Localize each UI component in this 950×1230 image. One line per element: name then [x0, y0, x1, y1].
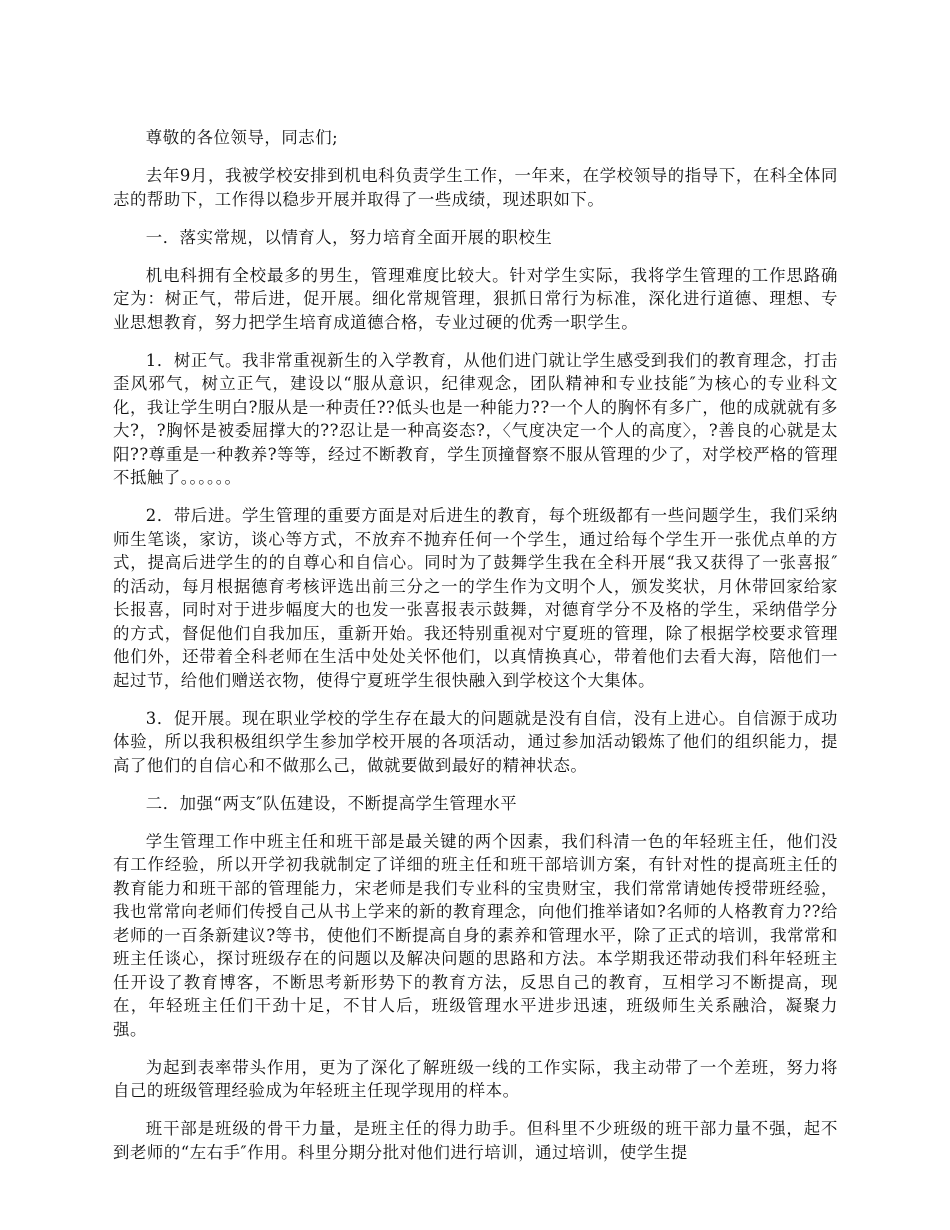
- section-1-item-3: 3．促开展。现在职业学校的学生存在最大的问题就是没有自信，没有上进心。自信源于成功体验，所以我积极组织学生参加学校开展的各项活动，通过参加活动锻炼了他们的组织能力，提高了他们的自信心和不做那么己，做就要做到最好的精神状态。: [113, 708, 838, 775]
- intro-paragraph: 去年9月，我被学校安排到机电科负责学生工作，一年来，在学校领导的指导下，在科全体同志的帮助下，工作得以稳步开展并取得了一些成绩，现述职如下。: [113, 166, 838, 209]
- salutation: 尊敬的各位领导，同志们;: [145, 128, 339, 147]
- section-1-item-2: 2．带后进。学生管理的重要方面是对后进生的教育，每个班级都有一些问题学生，我们采纳师生笔谈，家访，谈心等方式，不放弃不抛弃任何一个学生，通过给每个学生开一张优点单的方式，提高后进学生的的自尊心和自信心。同时为了鼓舞学生我在全科开展“我又获得了一张喜报″的活动，每月根据德育考核评选出前三分之一的学生作为文明个人，颁发奖状，月休带回家给家长报喜，同时对于进步幅度大的也发一张喜报表示鼓舞，对德育学分不及格的学生，采纳借学分的方式，督促他们自我加压，重新开始。我还特别重视对宁夏班的管理，除了根据学校要求管理他们外，还带着全科老师在生活中处处关怀他们，以真情换真心，带着他们去看大海，陪他们一起过节，给他们赠送衣物，使得宁夏班学生很快融入到学校这个大集体。: [113, 506, 838, 690]
- section-1-item-1: 1．树正气。我非常重视新生的入学教育，从他们进门就让学生感受到我们的教育理念，打击歪风邪气，树立正气，建设以“服从意识，纪律观念，团队精神和专业技能″为核心的专业科文化，我让学生明白?服从是一种责任??低头也是一种能力??一个人的胸怀有多广，他的成就就有多大?，?胸怀是被委屈撑大的??忍让是一种高姿态?，〈气度决定一个人的高度〉，?善良的心就是太阳??尊重是一种教养?等等，经过不断教育，学生顶撞督察不服从管理的少了，对学校严格的管理不抵触了。。。。。。: [113, 350, 838, 487]
- section-1-overview: 机电科拥有全校最多的男生，管理难度比较大。针对学生实际，我将学生管理的工作思路确定为：树正气，带后进，促开展。细化常规管理，狠抓日常行为标准，深化进行道德、理想、专业思想教育，努力把学生培育成道德合格，专业过硬的优秀一职学生。: [113, 265, 838, 332]
- section-heading-1: 一．落实常规，以情育人，努力培育全面开展的职校生: [145, 227, 553, 247]
- section-2-paragraph-1: 学生管理工作中班主任和班干部是最关键的两个因素，我们科清一色的年轻班主任，他们没有工作经验，所以开学初我就制定了详细的班主任和班干部培训方案，有针对性的提高班主任的教育能力和班干部的管理能力，宋老师是我们专业科的宝贵财宝，我们常常请她传授带班经验，我也常常向老师们传授自己从书上学来的新的教育理念，向他们推举诸如?名师的人格教育力??给老师的一百条新建议?等书，使他们不断提高自身的素养和管理水平，除了正式的培训，我常常和班主任谈心，探讨班级存在的问题以及解决问题的思路和方法。本学期我还带动我们科年轻班主任开设了教育博客，不断思考新形势下的教育方法，反思自己的教育，互相学习不断提高，现在，年轻班主任们干劲十足，不甘人后，班级管理水平进步迅速，班级师生关系融洽，凝聚力强。: [113, 831, 838, 1039]
- section-heading-2: 二．加强“两支″队伍建设，不断提高学生管理水平: [145, 793, 518, 813]
- section-2-paragraph-2: 为起到表率带头作用，更为了深化了解班级一线的工作实际，我主动带了一个差班，努力将自己的班级管理经验成为年轻班主任现学现用的样本。: [113, 1057, 838, 1100]
- section-2-paragraph-3: 班干部是班级的骨干力量，是班主任的得力助手。但科里不少班级的班干部力量不强，起不到老师的“左右手″作用。科里分期分批对他们进行培训，通过培训，使学生提: [113, 1119, 838, 1162]
- document-page: [113, 126, 838, 1179]
